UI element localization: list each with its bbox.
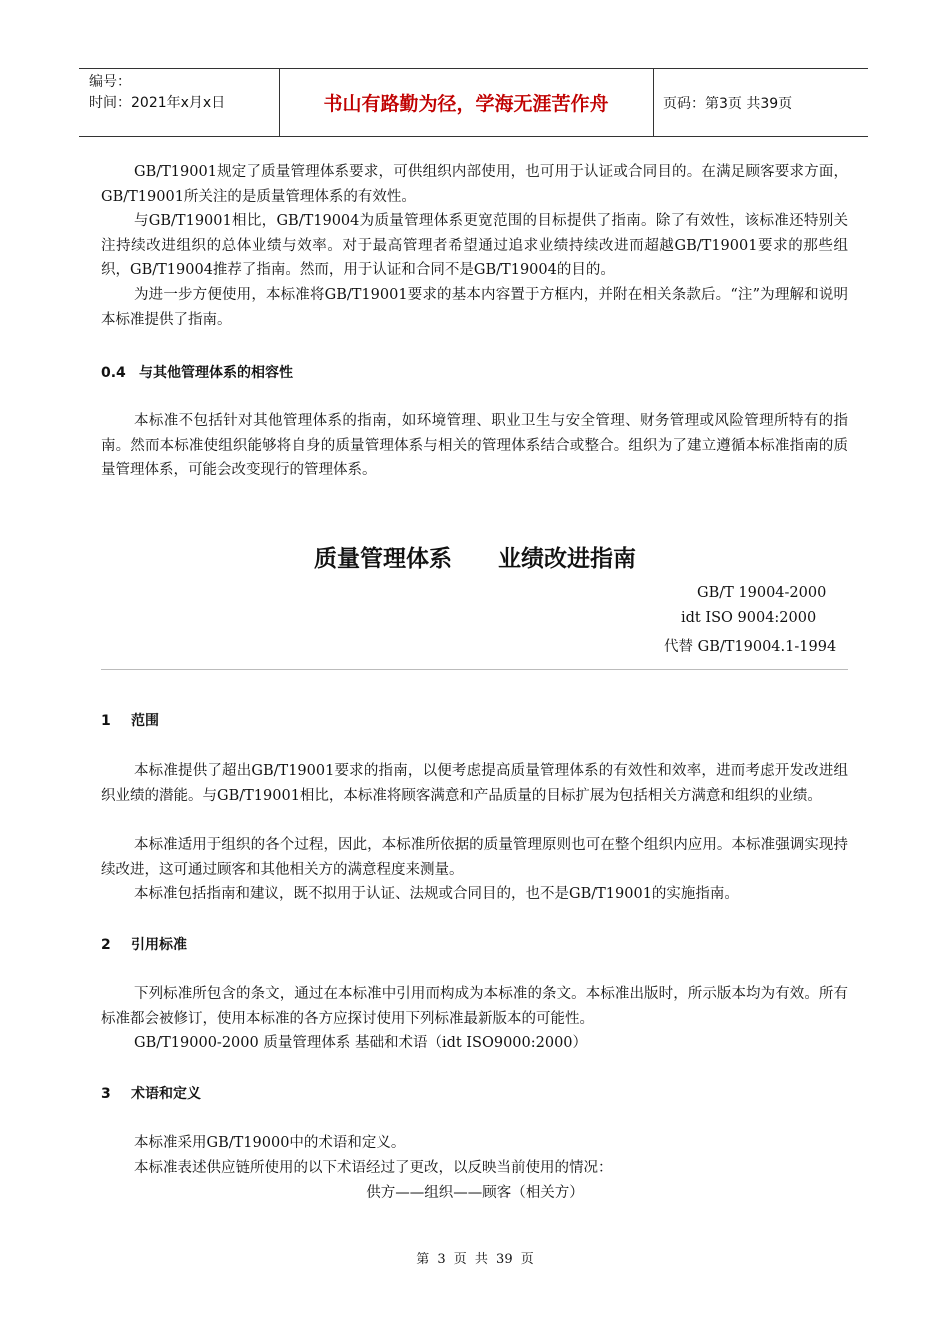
header-divider: [653, 69, 654, 136]
section-heading-0-4: [101, 362, 293, 382]
section-paragraph: 本标准包括指南和建议，既不拟用于认证、法规或合同目的，也不是GB/T19001的实施指南。: [134, 886, 739, 902]
number-label: 编号：: [89, 74, 131, 90]
section-number: 0.4: [101, 365, 126, 381]
header-page-label: 页码：第3页 共39页: [663, 95, 793, 112]
section-title: 引用标准: [131, 937, 187, 953]
section-title: 术语和定义: [131, 1086, 201, 1102]
section-title: 范围: [131, 713, 159, 729]
intro-paragraph: 为进一步方便使用，本标准将GB/T19001要求的基本内容置于方框内，并附在相关条款后。“注”为理解和说明本标准提供了指南。: [101, 287, 848, 328]
section-paragraph: 本标准采用GB/T19000中的术语和定义。: [134, 1135, 406, 1151]
section-paragraph: 本标准表述供应链所使用的以下术语经过了更改，以反映当前使用的情况：: [134, 1160, 613, 1176]
section-heading-3: [101, 1083, 201, 1103]
section-title: 与其他管理体系的相容性: [139, 365, 293, 381]
page-header: [79, 68, 868, 137]
title-part-2: 业绩改进指南: [498, 546, 636, 572]
time-label: 时间：2021年x月x日: [89, 95, 226, 111]
section-paragraph: 本标准提供了超出GB/T19001要求的指南，以便考虑提高质量管理体系的有效性和效率，进而考虑开发改进组织业绩的潜能。与GB/T19001相比，本标准将顾客满意和产品质量的目标扩展为包括相关方满意和组织的业绩。: [101, 763, 848, 804]
page-footer: 第 3 页 共 39 页: [416, 1252, 534, 1267]
idt-code: idt ISO 9004:2000: [681, 610, 817, 626]
intro-paragraph: 与GB/T19001相比，GB/T19004为质量管理体系更宽范围的目标提供了指南。除了有效性，该标准还特别关注持续改进组织的总体业绩与效率。对于最高管理者希望通过追求业绩持续改进而超越GB/T19001要求的那些组织，GB/T19004推荐了指南。然而，用于认证和合同不是GB/T19004的目的。: [101, 213, 848, 278]
standard-code: GB/T 19004-2000: [697, 585, 827, 601]
section-paragraph: GB/T19000-2000 质量管理体系 基础和术语（idt ISO9000:2000）: [134, 1035, 588, 1051]
replaces-code: 代替 GB/T19004.1-1994: [664, 639, 837, 655]
title-rule: [101, 669, 848, 670]
section-number: 3: [101, 1086, 111, 1102]
section-number: 1: [101, 713, 111, 729]
document-title: [0, 540, 950, 573]
section-paragraph: 本标准适用于组织的各个过程，因此，本标准所依据的质量管理原则也可在整个组织内应用。本标准强调实现持续改进，这可通过顾客和其他相关方的满意程度来测量。: [101, 837, 848, 878]
header-meta: [79, 69, 279, 136]
section-paragraph: 本标准不包括针对其他管理体系的指南，如环境管理、职业卫生与安全管理、财务管理或风险管理所特有的指南。然而本标准使组织能够将自身的质量管理体系与相关的管理体系结合或整合。组织为了建立遵循本标准指南的质量管理体系，可能会改变现行的管理体系。: [101, 413, 848, 478]
section-number: 2: [101, 937, 111, 953]
title-part-1: 质量管理体系: [314, 546, 452, 572]
supply-chain-line: 供方——组织——顾客（相关方）: [366, 1185, 584, 1201]
section-heading-1: [101, 710, 159, 730]
section-heading-2: [101, 934, 187, 954]
header-motto: 书山有路勤为径，学海无涯苦作舟: [323, 93, 609, 115]
intro-paragraph: GB/T19001规定了质量管理体系要求，可供组织内部使用，也可用于认证或合同目的。在满足顾客要求方面，GB/T19001所关注的是质量管理体系的有效性。: [101, 164, 848, 205]
section-paragraph: 下列标准所包含的条文，通过在本标准中引用而构成为本标准的条文。本标准出版时，所示版本均为有效。所有标准都会被修订，使用本标准的各方应探讨使用下列标准最新版本的可能性。: [101, 986, 848, 1027]
